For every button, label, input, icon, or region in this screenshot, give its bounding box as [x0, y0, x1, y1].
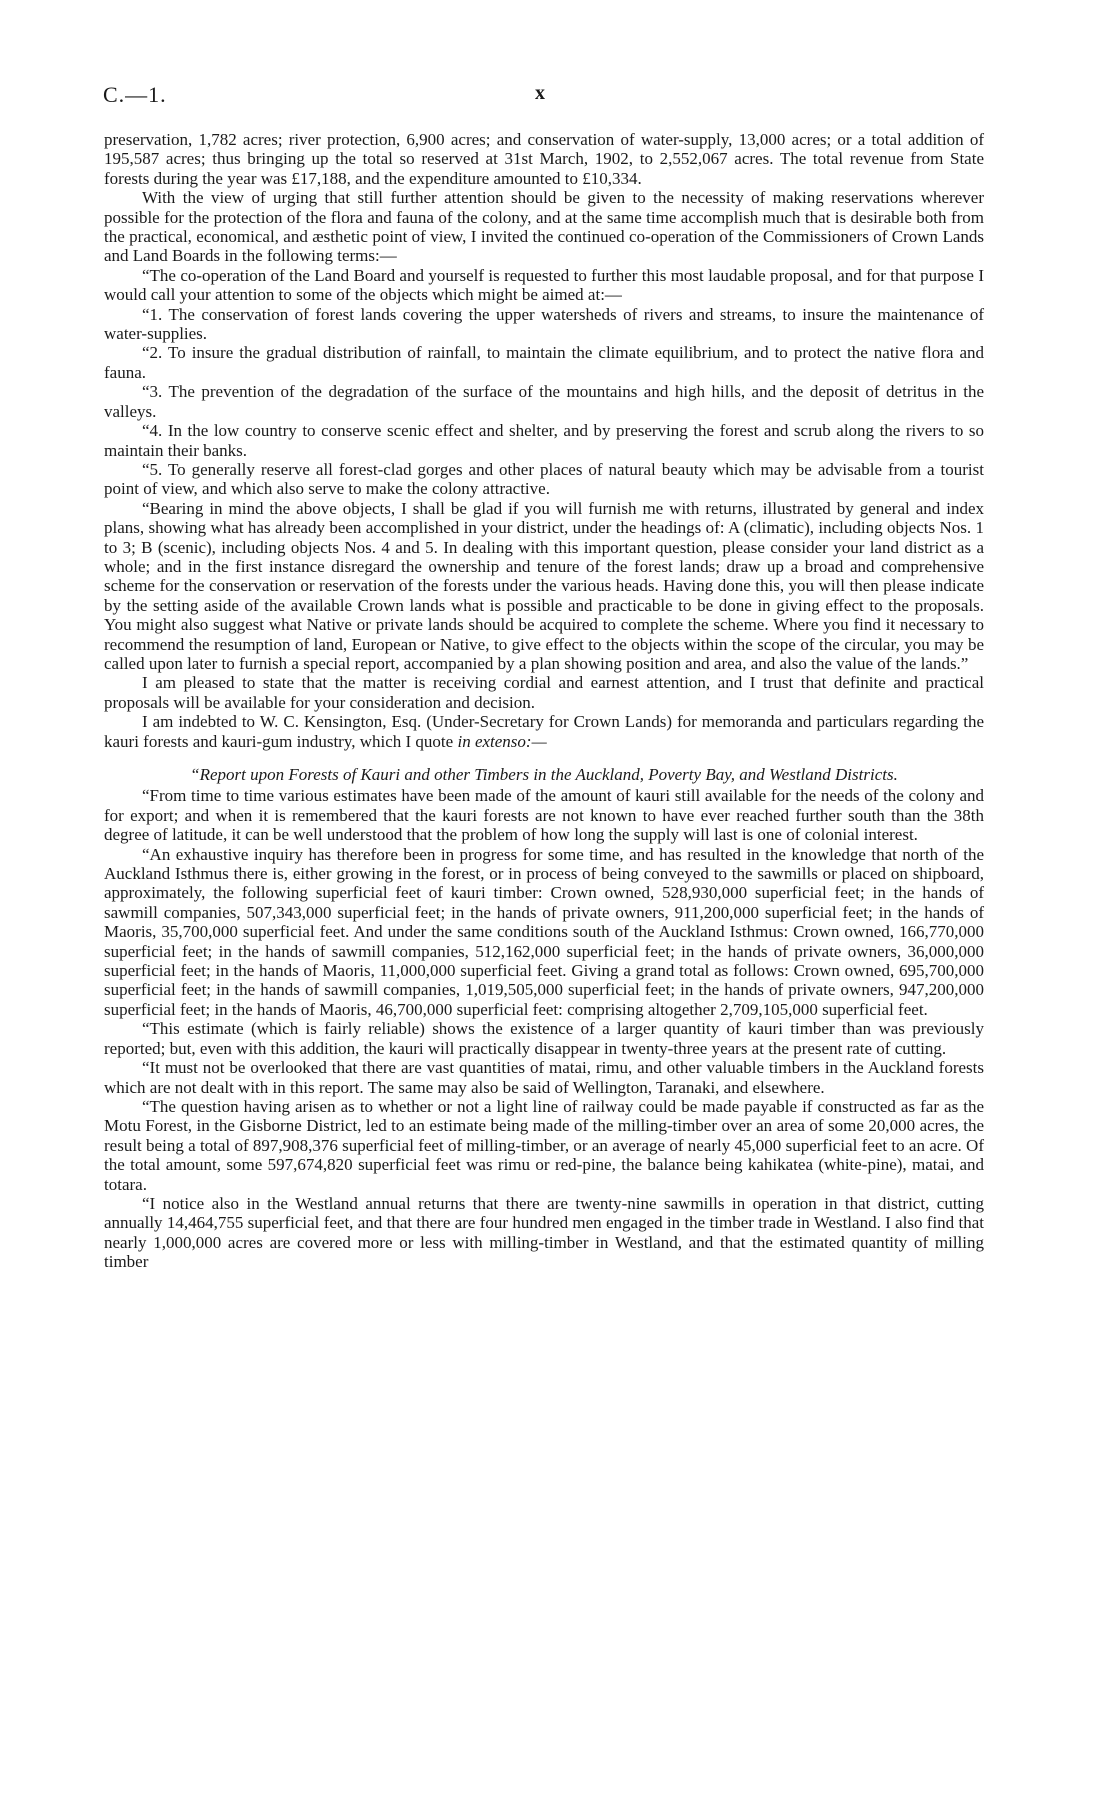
paragraph: With the view of urging that still further attention should be given to the necessity of making reservations wherever possible for the protection of the flora and fauna of the colony, and at the same time accomplish much that is desirable both from the practical, economical, and æsthetic point of view, I invited the continued co-operation of the Commissioners of Crown Lands and Land Boards in the following terms:— [104, 188, 984, 266]
document-code: C.—1. [103, 82, 167, 107]
paragraph: I am pleased to state that the matter is receiving cordial and earnest attention, and I trust that definite and practical proposals will be available for your consideration and decision. [104, 673, 984, 712]
document-body [104, 130, 984, 1272]
objective-item-3: “3. The prevention of the degradation of the surface of the mountains and high hills, and the deposit of detritus in the valleys. [104, 382, 984, 421]
report-title: “Report upon Forests of Kauri and other Timbers in the Auckland, Poverty Bay, and Westland Districts. [190, 765, 898, 784]
quoted-paragraph: “An exhaustive inquiry has therefore been in progress for some time, and has resulted in the knowledge that north of the Auckland Isthmus there is, either growing in the forest, or in process of being conveyed to the sawmills or placed on shipboard, approximately, the following superficial feet of kauri timber: Crown owned, 528,930,000 superficial feet; in the hands of sawmill companies, 507,343,000 superficial feet; in the hands of private owners, 911,200,000 superficial feet; in the hands of Maoris, 35,700,000 superficial feet. And under the same conditions south of the Auckland Isthmus: Crown owned, 166,770,000 superficial feet; in the hands of sawmill companies, 512,162,000 superficial feet; in the hands of private owners, 36,000,000 superficial feet; in the hands of Maoris, 11,000,000 superficial feet. Giving a grand total as follows: Crown owned, 695,700,000 superficial feet; in the hands of sawmill companies, 1,019,505,000 superficial feet; in the hands of private owners, 947,200,000 superficial feet; in the hands of Maoris, 46,700,000 superficial feet: comprising altogether 2,709,105,000 superficial feet. [104, 844, 984, 1019]
page-number: x [535, 82, 545, 104]
italic-phrase: in extenso:— [457, 731, 547, 751]
paragraph-text: I am indebted to W. C. Kensington, Esq. (Under-Secretary for Crown Lands) for memoranda and particulars regarding the kauri forests and kauri-gum industry, which I quote [104, 712, 984, 751]
paragraph: preservation, 1,782 acres; river protection, 6,900 acres; and conservation of water-supply, 13,000 acres; or a total addition of 195,587 acres; thus bringing up the total so reserved at 31st March, 1902, to 2,552,067 acres. The total revenue from State forests during the year was £17,188, and the expenditure amounted to £10,334. [104, 130, 984, 188]
objective-item-5: “5. To generally reserve all forest-clad gorges and other places of natural beauty which may be advisable from a tourist point of view, and which also serve to make the colony attractive. [104, 459, 984, 499]
objective-item-2: “2. To insure the gradual distribution of rainfall, to maintain the climate equilibrium, and to protect the native flora and fauna. [104, 343, 984, 382]
objective-item-4: “4. In the low country to conserve scenic effect and shelter, and by preserving the forest and scrub along the rivers to so maintain their banks. [104, 421, 984, 460]
page-header [103, 82, 983, 112]
quoted-paragraph: “It must not be overlooked that there are vast quantities of matai, rimu, and other valuable timbers in the Auckland forests which are not dealt with in this report. The same may also be said of Wellington, Taranaki, and elsewhere. [104, 1058, 984, 1097]
quoted-paragraph: “From time to time various estimates have been made of the amount of kauri still available for the needs of the colony and for export; and when it is remembered that the kauri forests are not known to have ever reached further south than the 38th degree of latitude, it can be well understood that the problem of how long the supply will last is one of colonial interest. [104, 786, 984, 845]
objective-item-1: “1. The conservation of forest lands covering the upper watersheds of rivers and streams, to insure the maintenance of water-supplies. [104, 304, 984, 344]
quoted-paragraph: “I notice also in the Westland annual returns that there are twenty-nine sawmills in operation in that district, cutting annually 14,464,755 superficial feet, and that there are four hundred men engaged in the timber trade in Westland. I also find that nearly 1,000,000 acres are covered more or less with milling-timber in Westland, and that the estimated quantity of milling timber [104, 1193, 984, 1272]
paragraph [104, 712, 984, 751]
quoted-paragraph: “This estimate (which is fairly reliable) shows the existence of a larger quantity of kauri timber than was previously reported; but, even with this addition, the kauri will practically disappear in twenty-three years at the present rate of cutting. [104, 1019, 984, 1058]
quoted-paragraph: “Bearing in mind the above objects, I shall be glad if you will furnish me with returns, illustrated by general and index plans, showing what has already been accomplished in your district, under the headings of: A (climatic), including objects Nos. 1 to 3; B (scenic), including objects Nos. 4 and 5. In dealing with this important question, please consider your land district as a whole; and in the first instance disregard the ownership and tenure of the forest lands; draw up a broad and comprehensive scheme for the conservation or reservation of the forests under the various heads. Having done this, you will then please indicate by the setting aside of the available Crown lands what is possible and practicable to be done in giving effect to the proposals. You might also suggest what Native or private lands should be acquired to complete the scheme. Where you find it necessary to recommend the resumption of land, European or Native, to give effect to the objects within the scope of the circular, you may be called upon later to furnish a special report, accompanied by a plan showing position and area, and also the value of the lands.” [104, 498, 984, 673]
quoted-paragraph: “The question having arisen as to whether or not a light line of railway could be made payable if constructed as far as the Motu Forest, in the Gisborne District, led to an estimate being made of the milling-timber over an area of some 20,000 acres, the result being a total of 897,908,376 superficial feet of milling-timber, or an average of nearly 45,000 superficial feet to an acre. Of the total amount, some 597,674,820 superficial feet was rimu or red-pine, the balance being kahikatea (white-pine), matai, and totara. [104, 1096, 984, 1194]
quoted-paragraph: “The co-operation of the Land Board and yourself is requested to further this most laudable proposal, and for that purpose I would call your attention to some of the objects which might be aimed at:— [104, 265, 984, 305]
